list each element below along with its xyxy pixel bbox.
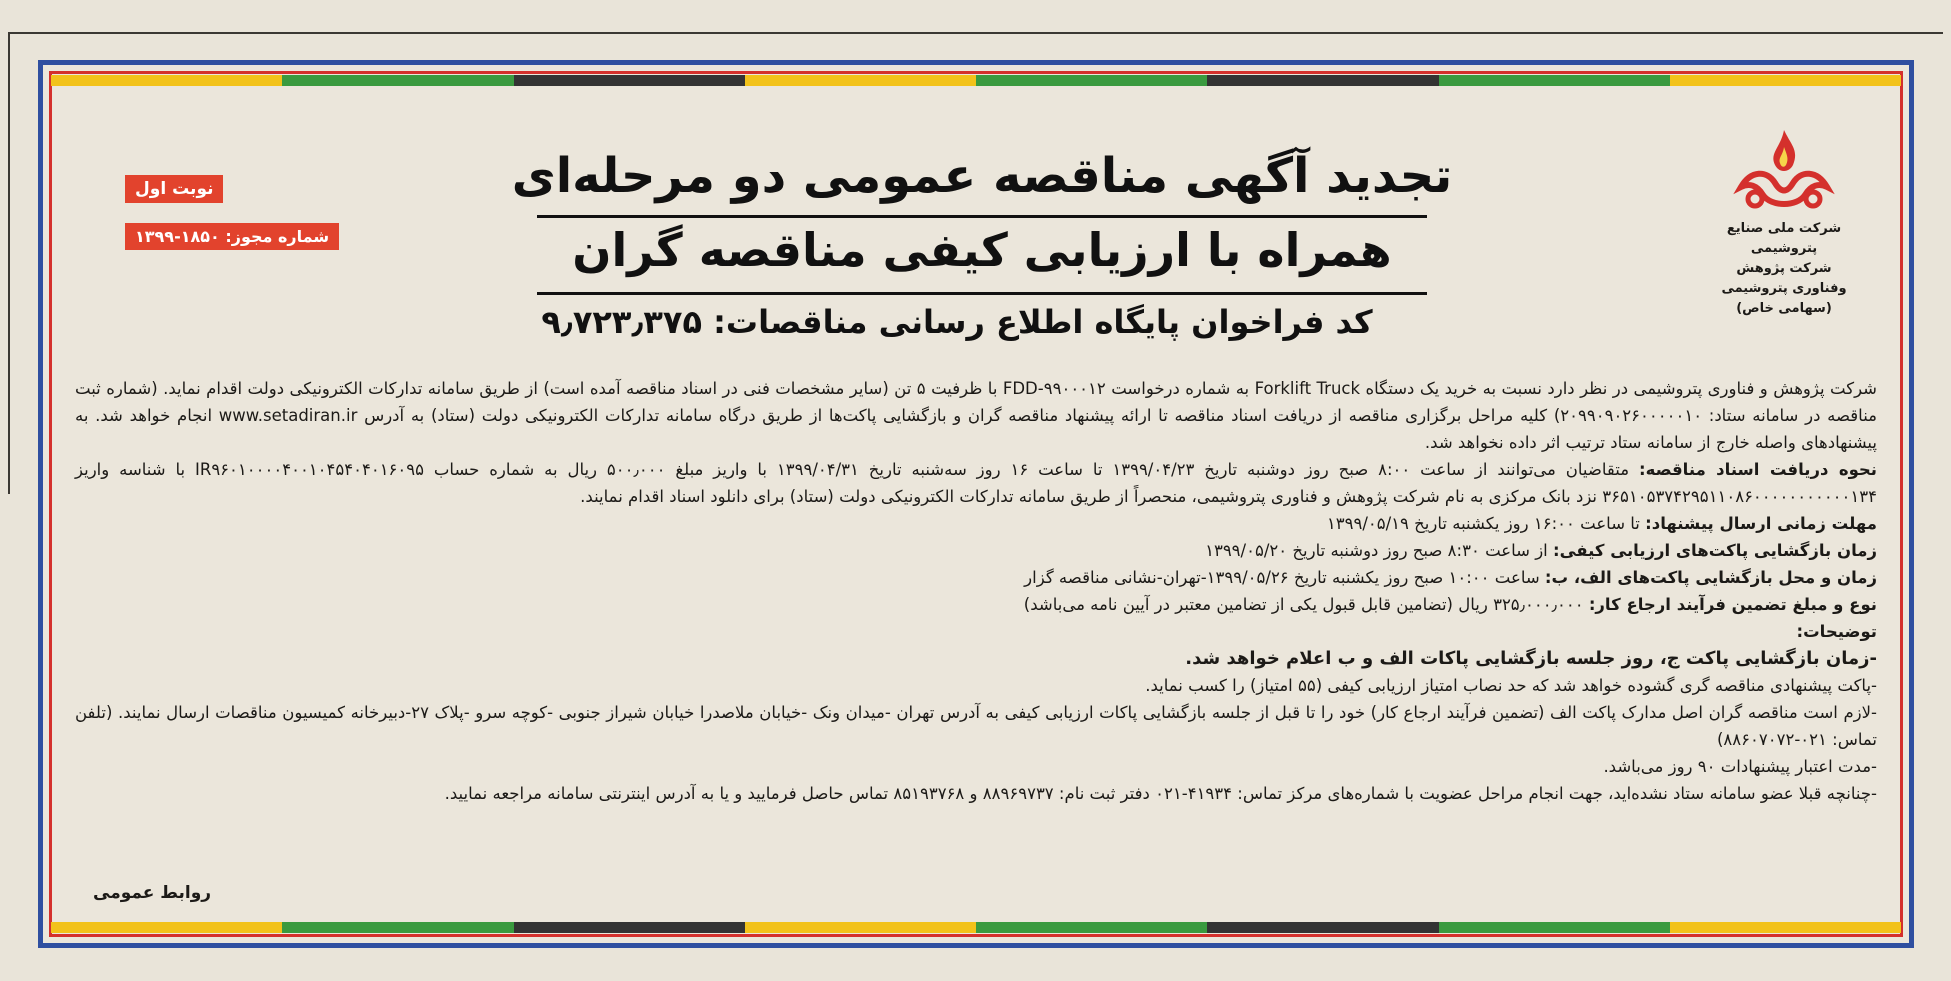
- company-line-1: شرکت ملی صنایع پتروشیمی: [1726, 221, 1842, 256]
- publication-round-badge: نوبت اول: [125, 175, 223, 203]
- column-rule-left: [8, 34, 10, 494]
- headline-line-2: همراه با ارزیابی کیفی مناقصه گران: [572, 223, 1392, 277]
- note-5: -چنانچه قبلا عضو سامانه ستاد نشده‌اید، جهت انجام مراحل عضویت با شماره‌های مرکز تماس: ۴۱۹۳۴-۰۲۱ دفتر ثبت نام: ۸۸۹۶۹۷۳۷ و ۸۵۱۹۳۷۶۸ تماس حاصل فرمایید و یا به آدرس اینترنتی سامانه مراجعه نمایید.: [444, 784, 1877, 803]
- deadline-item: [75, 510, 1877, 537]
- envelope-opening-item: [75, 564, 1877, 591]
- tender-advertisement: [38, 60, 1914, 948]
- company-name: [1709, 219, 1859, 319]
- quality-opening-item: [75, 537, 1877, 564]
- note-2: -پاکت پیشنهادی مناقصه گری گشوده خواهد شد که حد نصاب امتیاز ارزیابی کیفی (۵۵ امتیاز) را کسب نماید.: [1145, 676, 1877, 695]
- decorative-color-strip-bottom: [51, 922, 1901, 933]
- note-3: -لازم است مناقصه گران اصل مدارک پاکت الف (تضمین فرآیند ارجاع کار) خود را تا قبل از جلسه بازگشایی پاکات ارزیابی کیفی به آدرس تهران -میدان ونک -خیابان ملاصدرا خیابان شیراز جنوبی -کوچه سرو -پلاک ۲۷-دبیرخانه کمیسیون مناقصات ارسال نمایند. (تلفن تماس: ۰۲۱-۸۸۶۰۷۰۷۲): [75, 703, 1878, 749]
- company-line-2: شرکت پژوهش وفناوری پتروشیمی: [1721, 261, 1847, 296]
- intro-paragraph: شرکت پژوهش و فناوری پتروشیمی در نظر دارد نسبت به خرید یک دستگاه Forklift Truck به شماره درخواست ۹۹۰۰۰۱۲-FDD با ظرفیت ۵ تن (سایر مشخصات فنی در اسناد مناقصه آمده است) از طریق سامانه تدارکات الکترونیکی دولت اقدام نماید. (شماره ثبت مناقصه در سامانه ستاد: ۲۰۹۹۰۹۰۲۶۰۰۰۰۰۱۰) کلیه مراحل برگزاری مناقصه از دریافت اسناد مناقصه تا ارائه پیشنهاد مناقصه گران و بازگشایی پاکت‌ها از طریق درگاه سامانه تدارکات الکترونیکی دولت (ستاد) به آدرس www.setadiran.ir انجام خواهد شد. به پیشنهادهای واصله خارج از سامانه ستاد ترتیب اثر داده نخواهد شد.: [75, 379, 1878, 452]
- ad-content: [75, 105, 1877, 903]
- company-line-3: (سهامی خاص): [1736, 301, 1832, 316]
- notes-heading: توضیحات:: [1796, 622, 1877, 641]
- note-1: -زمان بازگشایی پاکت ج، روز جلسه بازگشایی پاکات الف و ب اعلام خواهد شد.: [1185, 648, 1877, 669]
- guarantee-item: [75, 591, 1877, 618]
- headline-underline-2: [537, 292, 1427, 295]
- column-rule-top: [8, 32, 1943, 34]
- tender-code-line: کد فراخوان پایگاه اطلاع رسانی مناقصات: ۹٫۷۲۳٫۳۷۵: [541, 303, 1373, 341]
- note-4: -مدت اعتبار پیشنهادات ۹۰ روز می‌باشد.: [1603, 757, 1877, 776]
- envelope-opening-text: ساعت ۱۰:۰۰ صبح روز یکشنبه تاریخ ۱۳۹۹/۰۵/۲۶-تهران-نشانی مناقصه گزار: [1024, 568, 1545, 587]
- headline-underline-1: [537, 215, 1427, 218]
- envelope-opening-label: زمان و محل بازگشایی پاکت‌های الف، ب:: [1544, 568, 1877, 587]
- decorative-color-strip-top: [51, 75, 1901, 86]
- quality-opening-label: زمان بازگشایی پاکت‌های ارزیابی کیفی:: [1553, 541, 1877, 560]
- petrochemical-flame-logo-icon: [1729, 125, 1839, 215]
- deadline-label: مهلت زمانی ارسال پیشنهاد:: [1645, 514, 1877, 533]
- tender-body: [75, 375, 1877, 807]
- document-acquisition-label: نحوه دریافت اسناد مناقصه:: [1638, 460, 1877, 479]
- company-logo-block: [1709, 125, 1859, 319]
- guarantee-text: ۳۲۵٫۰۰۰٫۰۰۰ ریال (تضامین قابل قبول یکی از تضامین معتبر در آیین نامه می‌باشد): [1023, 595, 1589, 614]
- headline-line-1: تجدید آگهی مناقصه عمومی دو مرحله‌ای: [511, 148, 1453, 204]
- guarantee-label: نوع و مبلغ تضمین فرآیند ارجاع کار:: [1588, 595, 1877, 614]
- deadline-text: تا ساعت ۱۶:۰۰ روز یکشنبه تاریخ ۱۳۹۹/۰۵/۱۹: [1326, 514, 1646, 533]
- permit-number-badge: شماره مجوز: ۱۸۵۰-۱۳۹۹: [125, 223, 339, 250]
- quality-opening-text: از ساعت ۸:۳۰ صبح روز دوشنبه تاریخ ۱۳۹۹/۰۵/۲۰: [1205, 541, 1554, 560]
- document-acquisition-text: متقاضیان می‌توانند از ساعت ۸:۰۰ صبح روز دوشنبه تاریخ ۱۳۹۹/۰۴/۲۳ تا ساعت ۱۶ روز سه‌شنبه تاریخ ۱۳۹۹/۰۴/۳۱ با واریز مبلغ ۵۰۰٫۰۰۰ ریال به شماره حساب IR۹۶۰۱۰۰۰۰۴۰۰۱۰۴۵۴۰۴۰۱۶۰۹۵ با شناسه واریز ۳۶۵۱۰۵۳۷۴۲۹۵۱۱۰۸۶۰۰۰۰۰۰۰۰۰۰۰۱۳۴ نزد بانک مرکزی به نام شرکت پژوهش و فناوری پتروشیمی، منحصراً از طریق سامانه تدارکات الکترونیکی دولت (ستاد) برای دانلود اسناد اقدام نمایند.: [75, 460, 1877, 506]
- document-acquisition-item: [75, 456, 1877, 510]
- public-relations-signature: روابط عمومی: [93, 883, 212, 903]
